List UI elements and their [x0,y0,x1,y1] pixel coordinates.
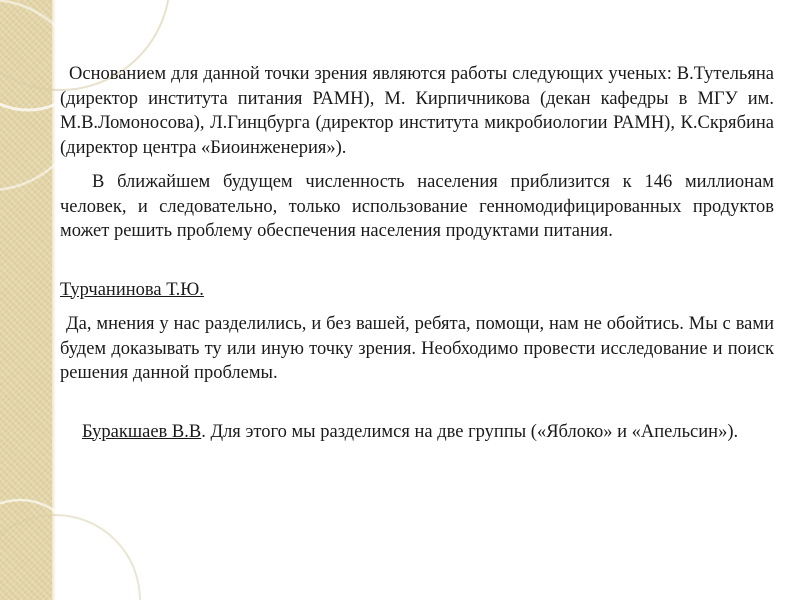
spacer [60,244,774,278]
spacer [60,386,774,420]
paragraph-turchaninova: Да, мнения у нас разделились, и без вашей, ребята, помощи, нам не обойтись. Мы с вами будем доказывать ту или иную точку зрения. Необходимо провести исследование и поиск решения данной проблемы. [60,314,774,383]
paragraph-population: В ближайшем будущем численность населения приблизится к 146 миллионам человек, и следовательно, только использование генномодифицированных продуктов может решить проблему обеспечения населения продуктами питания. [60,172,774,241]
speaker-name-line [60,278,774,303]
speaker-name-turchaninova: Турчанинова Т.Ю. [60,279,204,300]
paragraph-scientists: Основанием для данной точки зрения являются работы следующих ученых: В.Тутельяна (директор института питания РАМН), М. Кирпичникова (декан кафедры в МГУ им. М.В.Ломоносова), Л.Гинцбурга (директор института микробиологии РАМН), К.Скрябина (директор центра «Биоинженерия»). [60,64,774,158]
burakshaev-text: . Для этого мы разделимся на две группы («Яблоко» и «Апельсин»). [201,421,739,442]
decorative-side-band [0,0,52,600]
speaker-name-burakshaev: Буракшаев В.В [82,421,202,442]
slide-content [60,62,774,444]
side-band-edge [52,0,56,600]
paragraph-burakshaev [60,420,774,445]
